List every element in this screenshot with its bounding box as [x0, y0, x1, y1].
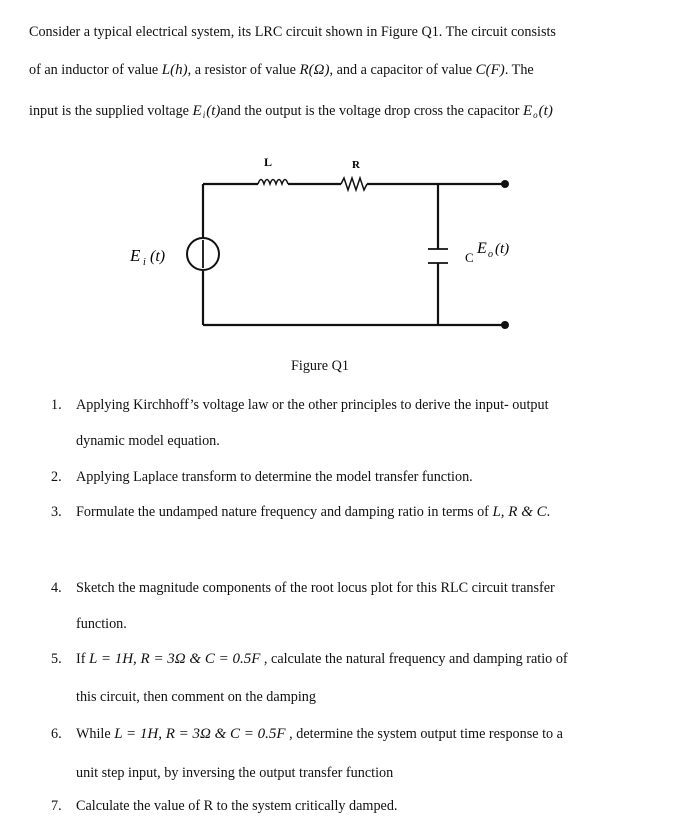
label-C: C	[465, 250, 474, 265]
intro-text: , and a capacitor of value	[329, 62, 476, 78]
output-label: E	[477, 240, 487, 257]
question-4-line-2: function.	[76, 616, 127, 632]
input-voltage-symbol: E	[192, 103, 202, 119]
question-4-line-1: Sketch the magnitude components of the root locus plot for this RLC circuit transfer	[76, 580, 555, 596]
question-number: 5.	[51, 651, 62, 667]
capacitor-symbol: C(F)	[475, 62, 505, 78]
output-terminal-top	[501, 180, 509, 188]
resistor-zigzag	[341, 178, 367, 190]
label-L: L	[264, 155, 273, 169]
question-5-line-1: If L = 1H, R = 3Ω & C = 0.5F , calculate the natural frequency and damping ratio of	[76, 651, 568, 667]
question-number: 6.	[51, 726, 62, 742]
intro-text: Consider a typical electrical system, its LRC circuit shown in Figure Q1. The circuit consists	[29, 24, 556, 40]
given-values: L = 1H, R = 3Ω & C = 0.5F	[89, 651, 261, 667]
question-7-line-1: Calculate the value of R to the system critically damped.	[76, 798, 398, 814]
question-2-line-1: Applying Laplace transform to determine the model transfer function.	[76, 469, 473, 485]
question-5-line-2: this circuit, then comment on the damping	[76, 689, 316, 705]
question-number: 1.	[51, 397, 62, 413]
intro-line-1	[29, 24, 556, 41]
question-number: 2.	[51, 469, 62, 485]
intro-text: and the output is the voltage drop cross the capacitor	[220, 103, 523, 119]
capacitor-plates	[428, 249, 448, 263]
input-label: E	[130, 246, 141, 265]
question-3-line-1: Formulate the undamped nature frequency and damping ratio in terms of L, R & C.	[76, 504, 551, 520]
svg-text:o: o	[488, 249, 493, 260]
intro-text: . The	[504, 62, 534, 78]
inductor-coil	[258, 180, 288, 185]
question-number: 7.	[51, 798, 62, 814]
question-1-line-1: Applying Kirchhoff’s voltage law or the other principles to derive the input- output	[76, 397, 549, 413]
output-voltage-symbol: E	[522, 103, 533, 119]
svg-text:i: i	[143, 257, 146, 268]
intro-line-3: input is the supplied voltage $E_i(t)and$ the output is the voltage drop cross the capacitor $E_o(t)$	[29, 103, 553, 120]
output-terminal-bottom	[501, 321, 509, 329]
intro-line-2	[29, 62, 534, 79]
intro-text: input is the supplied voltage	[29, 103, 193, 119]
question-number: 3.	[51, 504, 62, 520]
svg-text:(t): (t)	[495, 241, 510, 257]
figure-caption: Figure Q1	[291, 358, 349, 374]
circuit-wires	[203, 178, 503, 325]
question-6-line-1: While L = 1H, R = 3Ω & C = 0.5F , determine the system output time response to a	[76, 726, 563, 742]
voltage-source	[187, 238, 219, 270]
intro-text: , a resistor of value	[187, 62, 300, 78]
intro-text: of an inductor of value	[29, 62, 162, 78]
inductor-symbol: L(h)	[161, 62, 188, 78]
resistor-symbol: R(Ω)	[299, 62, 330, 78]
label-R: R	[352, 159, 360, 171]
lrc-symbols: L, R & C	[492, 504, 547, 520]
question-1-line-2: dynamic model equation.	[76, 433, 220, 449]
question-number: 4.	[51, 580, 62, 596]
question-6-line-2: unit step input, by inversing the output transfer function	[76, 765, 394, 781]
svg-text:(t): (t)	[150, 248, 166, 265]
given-values: L = 1H, R = 3Ω & C = 0.5F	[114, 726, 286, 742]
circuit-diagram	[0, 140, 673, 350]
